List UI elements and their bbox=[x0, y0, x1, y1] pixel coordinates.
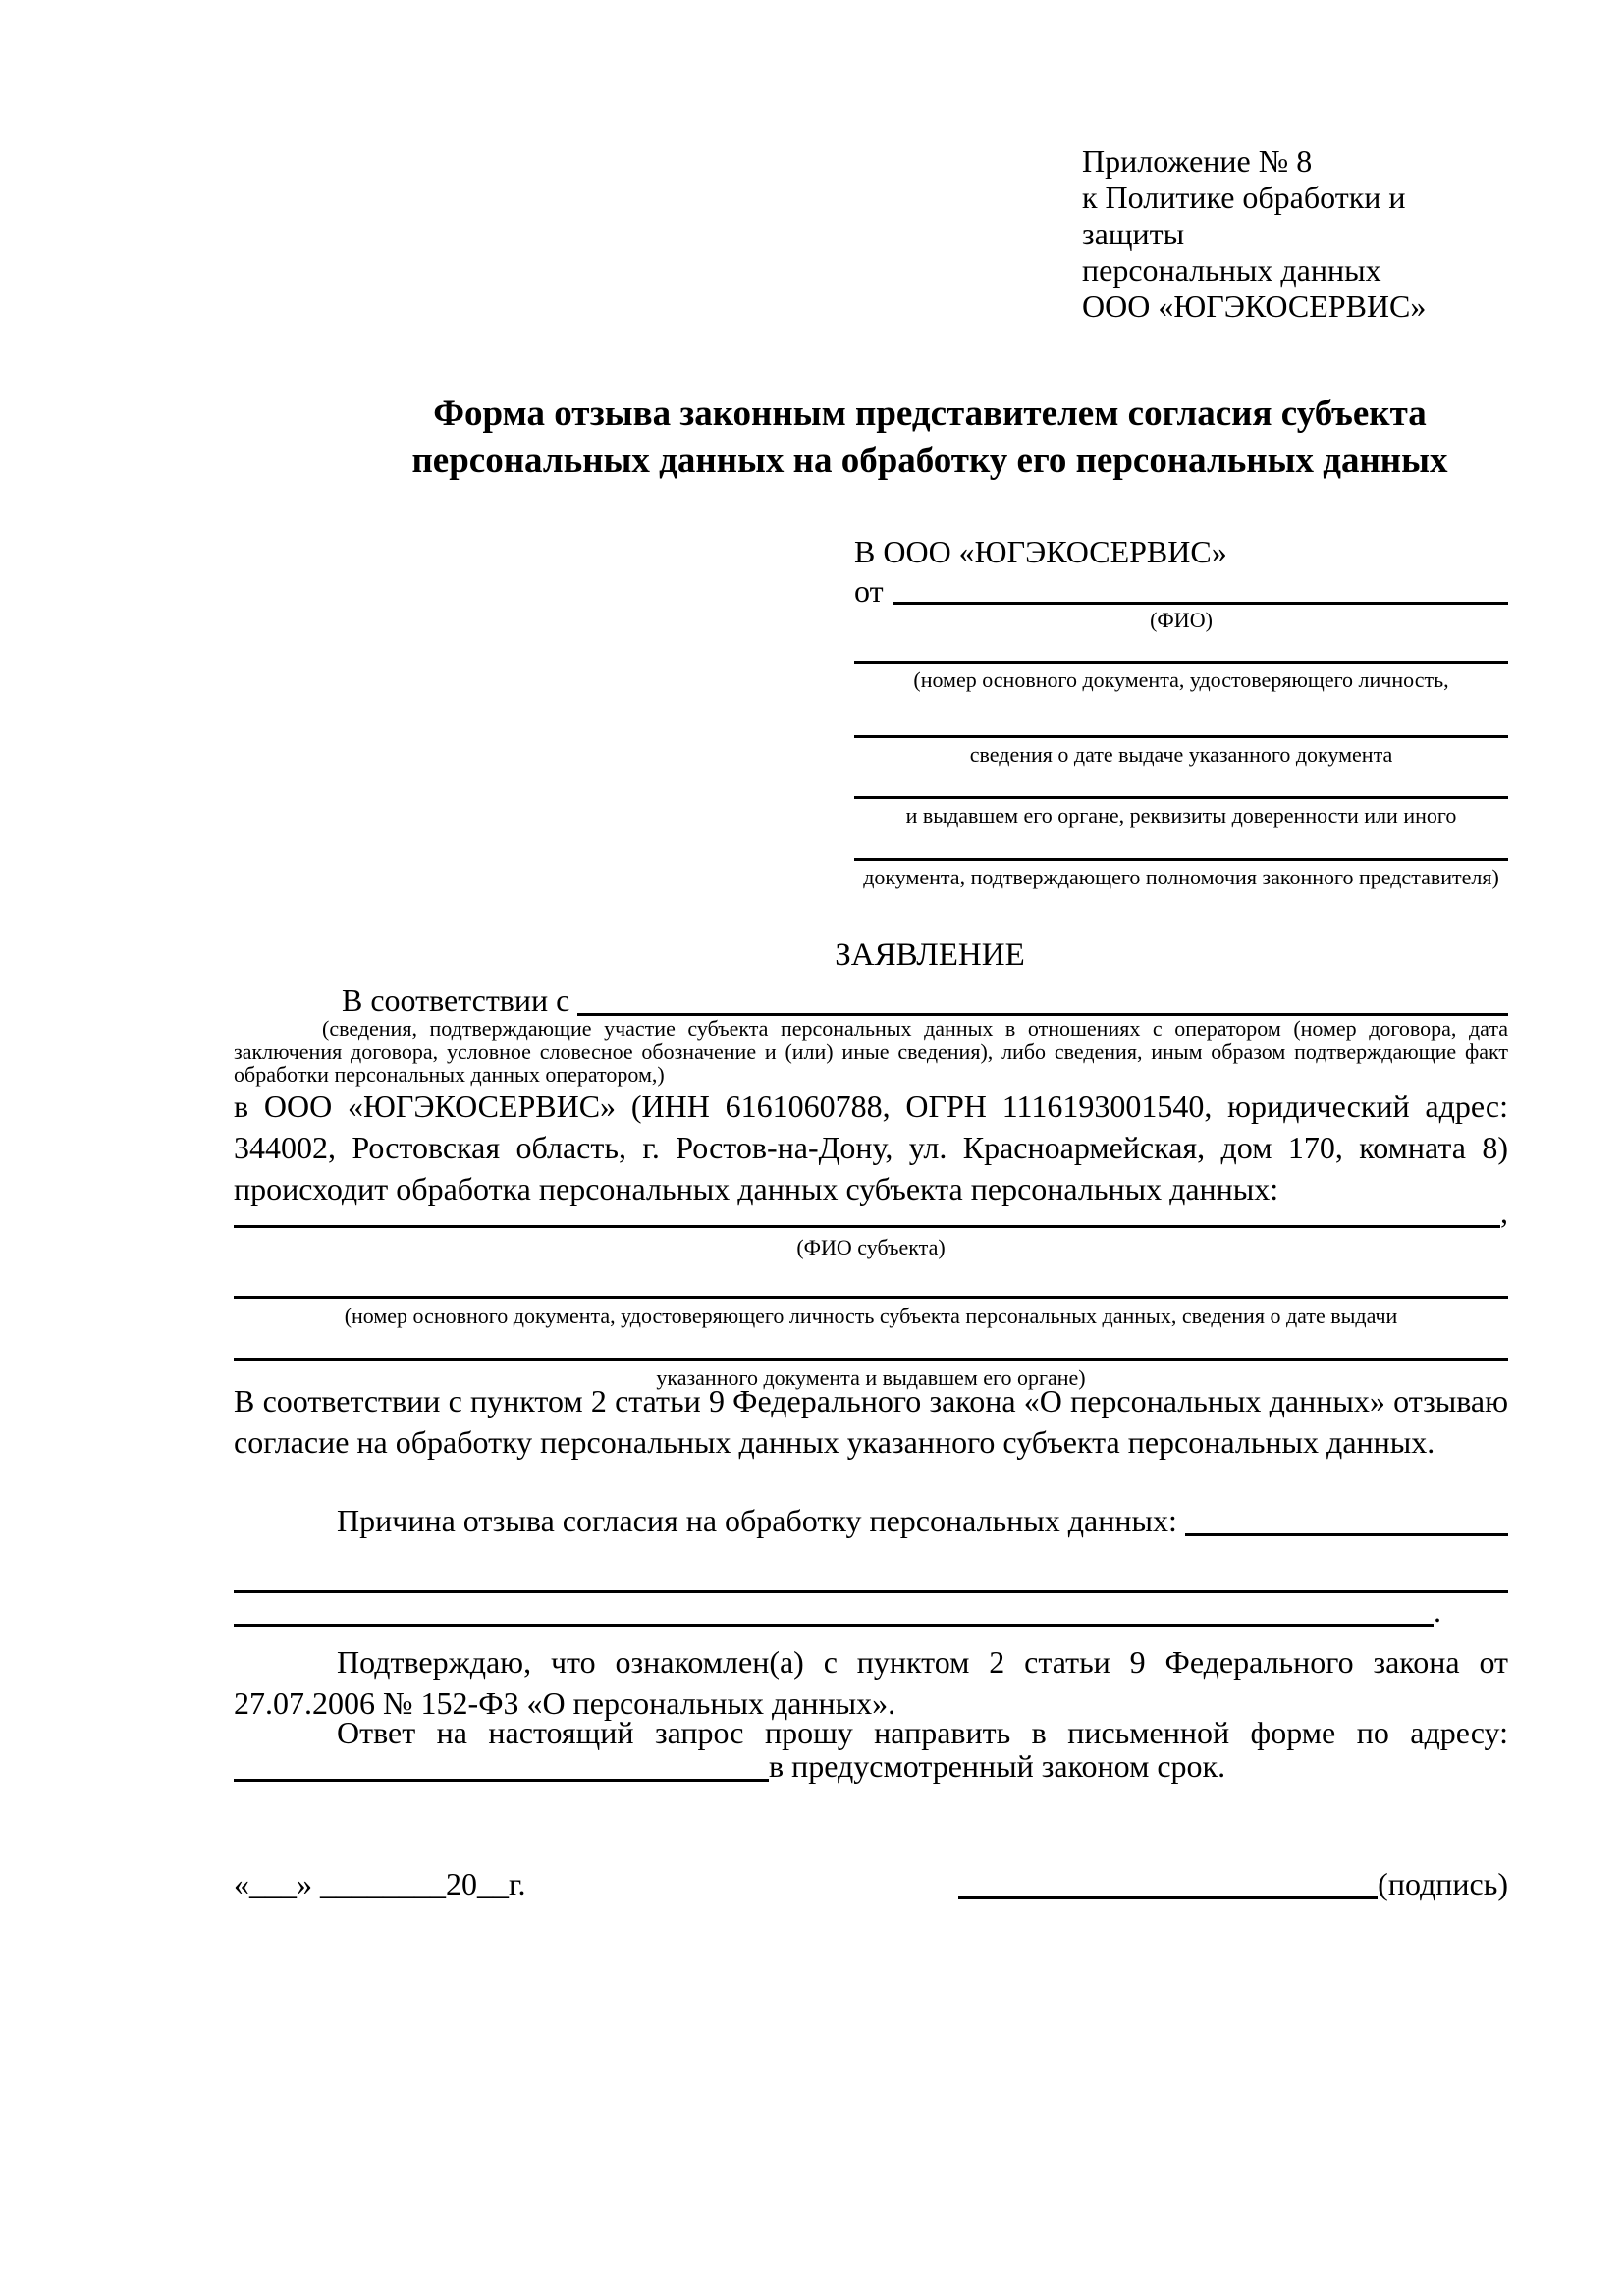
representative-authority-fill-line[interactable] bbox=[854, 858, 1508, 861]
appendix-line: ООО «ЮГЭКОСЕРВИС» bbox=[1082, 289, 1427, 324]
signature-fill-line[interactable] bbox=[958, 1896, 1378, 1899]
footer-row bbox=[234, 1863, 1508, 1904]
reason-fill-line[interactable] bbox=[1185, 1533, 1508, 1536]
basis-note: (сведения, подтверждающие участие субъекта персональных данных в отношениях с оператором (номер договора, дата заключения договора, условное словесное обозначение и (или) иные сведения), либо сведения, иным образом подтверждающие факт обработки персональных данных оператором,) bbox=[234, 1016, 1508, 1087]
addressee-organization: В ООО «ЮГЭКОСЕРВИС» bbox=[854, 534, 1227, 569]
reply-suffix: в предусмотренный законом срок. bbox=[769, 1748, 1226, 1784]
date-placeholder: «___» ________20__г. bbox=[234, 1866, 526, 1901]
accordance-row bbox=[234, 980, 1508, 1021]
reply-address-fill-line[interactable] bbox=[234, 1779, 769, 1782]
issuing-authority-fill-line[interactable] bbox=[854, 796, 1508, 799]
reason-prefix: Причина отзыва согласия на обработку персональных данных: bbox=[337, 1503, 1177, 1538]
document-caption-3: и выдавшем его органе, реквизиты доверенности или иного bbox=[905, 803, 1457, 828]
subject-document-fill-line-2[interactable] bbox=[234, 1358, 1508, 1361]
subject-document-fill-line[interactable] bbox=[234, 1296, 1508, 1299]
statement-heading: ЗАЯВЛЕНИЕ bbox=[835, 937, 1025, 973]
appendix-line: к Политике обработки и защиты bbox=[1082, 180, 1406, 251]
subject-fio-row bbox=[234, 1194, 1508, 1233]
confirmation-paragraph: Подтверждаю, что ознакомлен(а) с пунктом 2 статьи 9 Федерального закона от 27.07.2006 № 152-ФЗ «О персональных данных». bbox=[234, 1644, 1508, 1721]
line-period: . bbox=[1434, 1593, 1441, 1629]
document-caption-1: (номер основного документа, удостоверяющего личность, bbox=[913, 667, 1449, 692]
reply-request-paragraph: Ответ на настоящий запрос прошу направить в письменной форме по адресу: bbox=[337, 1715, 1508, 1750]
reason-blank-line-2[interactable] bbox=[234, 1624, 1434, 1627]
subject-document-caption-1: (номер основного документа, удостоверяющего личность субъекта персональных данных, сведения о дате выдачи bbox=[344, 1304, 1398, 1328]
subject-fio-comma: , bbox=[1500, 1195, 1508, 1230]
subject-document-caption-2: указанного документа и выдавшем его органе) bbox=[656, 1365, 1086, 1390]
withdrawal-paragraph: В соответствии с пунктом 2 статьи 9 Федерального закона «О персональных данных» отзываю согласие на обработку персональных данных указанного субъекта персональных данных. bbox=[234, 1383, 1508, 1460]
subject-fio-caption: (ФИО субъекта) bbox=[796, 1235, 946, 1259]
accordance-prefix: В соответствии с bbox=[342, 983, 570, 1018]
appendix-note bbox=[1082, 143, 1514, 325]
from-row bbox=[854, 572, 1508, 610]
document-caption-4: документа, подтверждающего полномочия законного представителя) bbox=[863, 865, 1499, 889]
document-title: Форма отзыва законным представителем согласия субъекта персональных данных на обработку его персональных данных bbox=[411, 394, 1448, 481]
signature-caption: (подпись) bbox=[1378, 1866, 1508, 1901]
reason-row bbox=[234, 1500, 1508, 1541]
reply-address-row bbox=[234, 1745, 1508, 1787]
signature-group bbox=[958, 1863, 1508, 1904]
operator-paragraph: в ООО «ЮГЭКОСЕРВИС» (ИНН 6161060788, ОГРН 1116193001540, юридический адрес: 344002, Ростовская область, г. Ростов-на-Дону, ул. Красноармейская, дом 170, комната 8) происходит обработка персональных данных субъекта персональных данных: bbox=[234, 1089, 1508, 1206]
document-caption-2: сведения о дате выдаче указанного документа bbox=[969, 742, 1393, 767]
appendix-line: персональных данных bbox=[1082, 252, 1381, 288]
issue-date-fill-line[interactable] bbox=[854, 735, 1508, 738]
fio-caption: (ФИО) bbox=[1150, 608, 1213, 632]
subject-fio-fill-line[interactable] bbox=[234, 1225, 1500, 1228]
document-number-fill-line[interactable] bbox=[854, 661, 1508, 664]
fio-fill-line[interactable] bbox=[893, 602, 1508, 605]
reason-blank-line-2-row bbox=[234, 1592, 1508, 1631]
from-label: от bbox=[854, 573, 884, 609]
appendix-line: Приложение № 8 bbox=[1082, 143, 1313, 179]
